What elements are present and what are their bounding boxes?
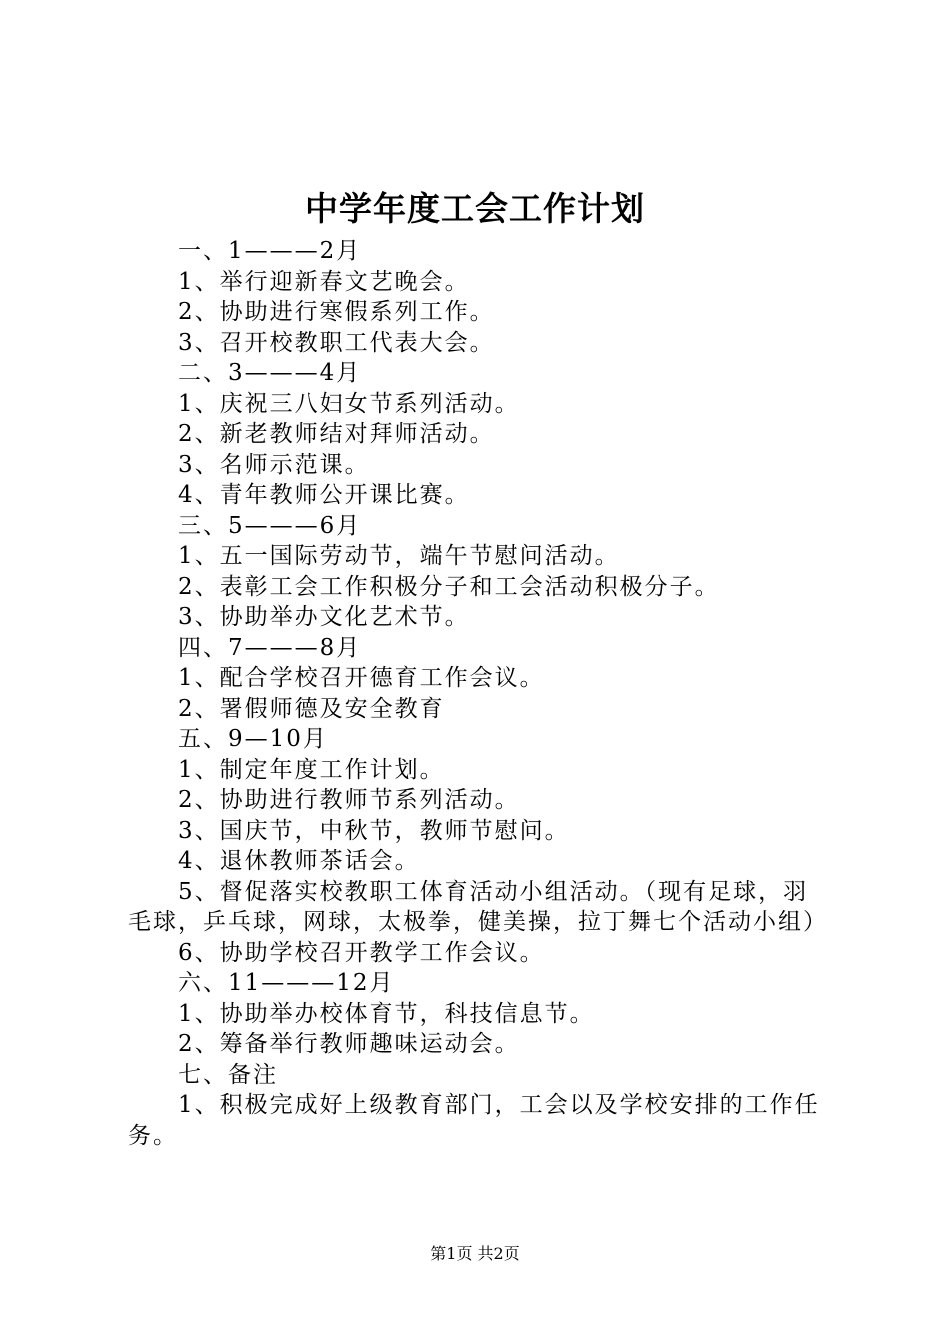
paragraph: 1、制定年度工作计划。 xyxy=(178,756,445,783)
paragraph: 1、积极完成好上级教育部门，工会以及学校安排的工作任务。 xyxy=(128,1092,820,1149)
paragraph: 1、五一国际劳动节，端午节慰问活动。 xyxy=(178,543,620,569)
paragraph: 4、退休教师茶话会。 xyxy=(178,848,420,874)
page-number-footer: 第1页 共2页 xyxy=(430,1244,520,1263)
paragraph: 2、署假师德及安全教育 xyxy=(178,695,445,722)
paragraph: 6、协助学校召开教学工作会议。 xyxy=(178,939,545,966)
paragraph: 1、庆祝三八妇女节系列活动。 xyxy=(178,390,520,417)
paragraph: 3、协助举办文化艺术节。 xyxy=(178,604,470,630)
paragraph: 二、3———4月 xyxy=(178,360,362,386)
paragraph: 3、国庆节，中秋节，教师节慰问。 xyxy=(178,817,570,844)
paragraph: 2、表彰工会工作积极分子和工会活动积极分子。 xyxy=(178,573,720,600)
paragraph: 五、9—10月 xyxy=(178,726,328,752)
paragraph: 一、1———2月 xyxy=(178,238,362,264)
document-body xyxy=(128,236,828,1151)
paragraph: 1、举行迎新春文艺晚会。 xyxy=(178,268,470,295)
document-title: 中学年度工会工作计划 xyxy=(305,189,645,228)
paragraph: 2、协助进行寒假系列工作。 xyxy=(178,299,495,325)
paragraph: 2、协助进行教师节系列活动。 xyxy=(178,787,520,813)
paragraph: 三、5———6月 xyxy=(178,512,362,539)
paragraph: 六、11———12月 xyxy=(178,970,395,996)
paragraph: 七、备注 xyxy=(178,1061,278,1088)
paragraph: 3、名师示范课。 xyxy=(178,451,370,478)
paragraph: 1、协助举办校体育节，科技信息节。 xyxy=(178,1000,595,1027)
paragraph: 2、筹备举行教师趣味运动会。 xyxy=(178,1031,520,1057)
paragraph: 1、配合学校召开德育工作会议。 xyxy=(178,665,545,691)
paragraph: 2、新老教师结对拜师活动。 xyxy=(178,421,495,447)
paragraph: 4、青年教师公开课比赛。 xyxy=(178,482,470,508)
paragraph: 3、召开校教职工代表大会。 xyxy=(178,329,495,356)
paragraph: 5、督促落实校教职工体育活动小组活动。（现有足球，羽毛球，乒乓球，网球，太极拳，健美操，拉丁舞七个活动小组） xyxy=(128,878,828,935)
paragraph: 四、7———8月 xyxy=(178,634,362,661)
